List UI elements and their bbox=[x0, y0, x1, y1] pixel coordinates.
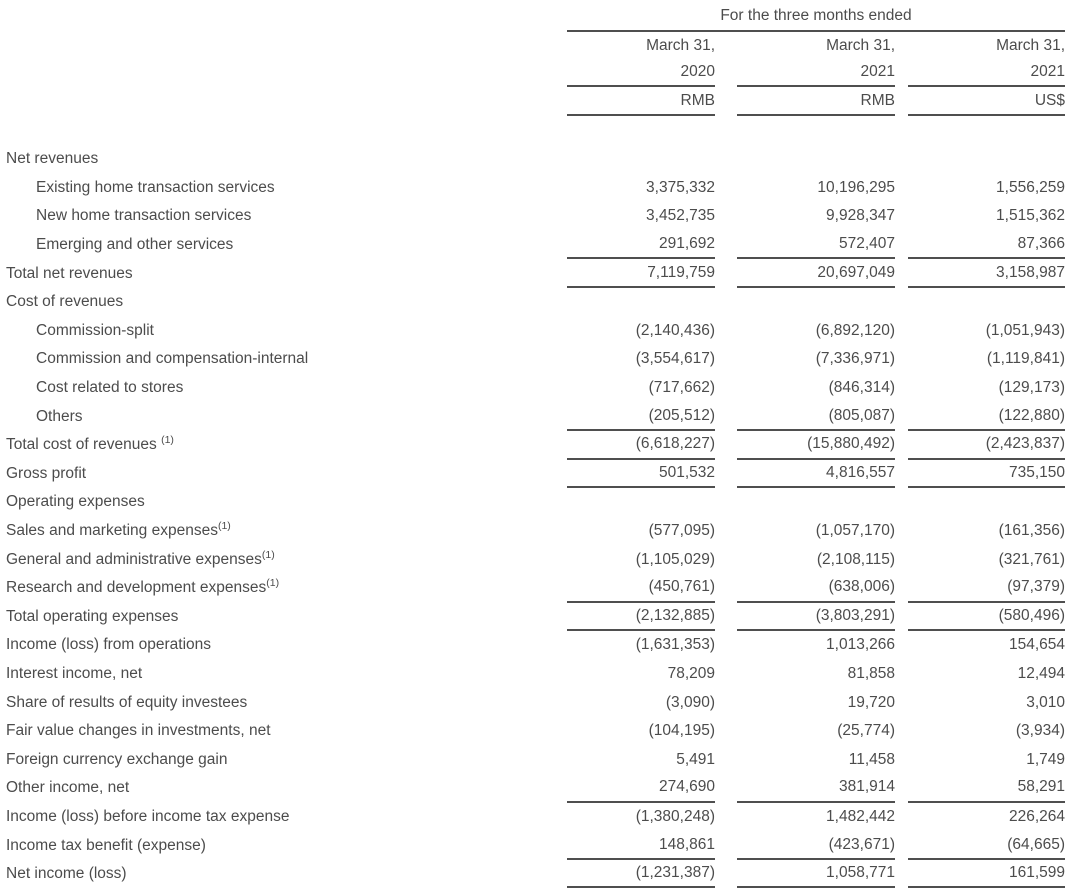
table-header-period-row bbox=[0, 32, 1080, 87]
column-currency-2021-rmb: RMB bbox=[737, 87, 895, 116]
table-header-spanner-row bbox=[0, 2, 1080, 32]
value-2021-usd: (97,379) bbox=[908, 574, 1065, 603]
table-row bbox=[0, 488, 1080, 517]
value-2021-rmb: (638,006) bbox=[737, 574, 895, 603]
value-2021-usd: 154,654 bbox=[1008, 636, 1065, 654]
row-label bbox=[0, 636, 567, 654]
row-label-text: Net income (loss) bbox=[6, 865, 127, 883]
table-row bbox=[0, 660, 1080, 689]
row-label-text: Emerging and other services bbox=[36, 236, 234, 254]
value-2021-usd bbox=[908, 145, 1065, 174]
value-2021-rmb: (3,803,291) bbox=[737, 603, 895, 632]
value-2021-usd: (321,761) bbox=[998, 550, 1065, 568]
table-row bbox=[0, 688, 1080, 717]
row-label bbox=[0, 465, 567, 483]
row-label bbox=[0, 493, 567, 511]
table-row bbox=[0, 574, 1080, 603]
row-label bbox=[0, 694, 567, 712]
row-label bbox=[0, 751, 567, 769]
row-label-text: Income (loss) before income tax expense bbox=[6, 807, 290, 825]
value-2020-rmb bbox=[567, 288, 715, 317]
value-2021-rmb: (2,108,115) bbox=[816, 550, 895, 568]
footnote-ref: (1) bbox=[161, 434, 174, 447]
row-label bbox=[0, 865, 567, 883]
value-2020-rmb: 3,452,735 bbox=[646, 207, 715, 225]
value-2020-rmb: (1,105,029) bbox=[635, 550, 715, 568]
table-row bbox=[0, 831, 1080, 860]
row-label bbox=[0, 548, 567, 569]
column-header-date-line1: March 31, bbox=[996, 36, 1065, 54]
value-2021-usd: 1,556,259 bbox=[996, 178, 1065, 196]
value-2021-rmb: 4,816,557 bbox=[737, 460, 895, 489]
value-2021-rmb: (6,892,120) bbox=[815, 321, 895, 339]
value-2021-usd bbox=[908, 288, 1065, 317]
value-2021-usd: (1,051,943) bbox=[985, 321, 1065, 339]
value-2021-usd bbox=[908, 488, 1065, 517]
value-2021-rmb: (1,057,170) bbox=[815, 522, 895, 540]
row-label-text: Fair value changes in investments, net bbox=[6, 722, 271, 740]
value-2021-usd: (64,665) bbox=[908, 831, 1065, 860]
value-2020-rmb: (205,512) bbox=[567, 402, 715, 431]
value-2020-rmb: 291,692 bbox=[567, 231, 715, 260]
value-2021-usd: 87,366 bbox=[908, 231, 1065, 260]
value-2021-rmb: 11,458 bbox=[848, 750, 895, 768]
row-label bbox=[0, 436, 567, 454]
row-label-text: Sales and marketing expenses bbox=[6, 522, 218, 540]
column-header-march-2021-usd bbox=[908, 32, 1065, 87]
value-2021-rmb bbox=[737, 145, 895, 174]
value-2021-usd: 58,291 bbox=[908, 774, 1065, 803]
column-header-march-2021-rmb bbox=[737, 32, 895, 87]
column-header-date-line1: March 31, bbox=[826, 36, 895, 54]
table-row bbox=[0, 803, 1080, 832]
value-2020-rmb: (450,761) bbox=[567, 574, 715, 603]
table-body bbox=[0, 145, 1080, 888]
value-2020-rmb: (1,231,387) bbox=[567, 860, 715, 889]
value-2021-rmb: (7,336,971) bbox=[815, 350, 895, 368]
value-2020-rmb: (6,618,227) bbox=[567, 431, 715, 460]
value-2020-rmb: (3,090) bbox=[665, 693, 715, 711]
header-body-gap bbox=[0, 116, 1080, 145]
table-row bbox=[0, 431, 1080, 460]
value-2021-usd: (122,880) bbox=[908, 402, 1065, 431]
row-label bbox=[0, 519, 567, 540]
value-2020-rmb bbox=[567, 488, 715, 517]
value-2020-rmb: 3,375,332 bbox=[646, 178, 715, 196]
column-header-date-line1: March 31, bbox=[646, 36, 715, 54]
value-2020-rmb: 148,861 bbox=[567, 831, 715, 860]
table-header-currency-row bbox=[0, 87, 1080, 116]
table-row bbox=[0, 717, 1080, 746]
value-2021-rmb: 1,058,771 bbox=[737, 860, 895, 889]
row-label-text: Cost of revenues bbox=[6, 293, 124, 311]
row-label-text: Total cost of revenues bbox=[6, 436, 162, 454]
row-label-text: Operating expenses bbox=[6, 493, 145, 511]
row-label-text: Total operating expenses bbox=[6, 607, 179, 625]
value-2021-usd: (161,356) bbox=[998, 522, 1065, 540]
row-label bbox=[0, 579, 567, 597]
table-row bbox=[0, 288, 1080, 317]
row-label-text: Commission and compensation-internal bbox=[36, 350, 309, 368]
value-2021-usd: 1,749 bbox=[1026, 750, 1065, 768]
row-label-text: Net revenues bbox=[6, 150, 99, 168]
row-label bbox=[0, 207, 567, 225]
row-label-text: Others bbox=[36, 407, 83, 425]
value-2021-usd: 161,599 bbox=[908, 860, 1065, 889]
row-label bbox=[0, 408, 567, 426]
table-row bbox=[0, 402, 1080, 431]
table-row bbox=[0, 174, 1080, 203]
row-label-text: Interest income, net bbox=[6, 664, 143, 682]
value-2020-rmb: (717,662) bbox=[648, 379, 715, 397]
value-2020-rmb: 274,690 bbox=[567, 774, 715, 803]
value-2020-rmb bbox=[567, 145, 715, 174]
value-2021-rmb: 9,928,347 bbox=[826, 207, 895, 225]
row-label bbox=[0, 379, 567, 397]
value-2021-usd: (2,423,837) bbox=[908, 431, 1065, 460]
row-label bbox=[0, 608, 567, 626]
row-label-text: Commission-split bbox=[36, 321, 154, 339]
row-label-text: Total net revenues bbox=[6, 264, 133, 282]
value-2021-usd: 1,515,362 bbox=[996, 207, 1065, 225]
row-label-text: Research and development expenses bbox=[6, 579, 267, 597]
value-2020-rmb: (3,554,617) bbox=[635, 350, 715, 368]
row-label bbox=[0, 150, 567, 168]
value-2020-rmb: (2,132,885) bbox=[567, 603, 715, 632]
value-2020-rmb: (577,095) bbox=[648, 522, 715, 540]
row-label-text: Gross profit bbox=[6, 464, 87, 482]
table-row bbox=[0, 517, 1080, 546]
table-row bbox=[0, 145, 1080, 174]
table-row bbox=[0, 231, 1080, 260]
value-2021-rmb: (423,671) bbox=[737, 831, 895, 860]
table-row bbox=[0, 317, 1080, 346]
value-2021-usd: (580,496) bbox=[908, 603, 1065, 632]
column-currency-2021-usd: US$ bbox=[908, 87, 1065, 116]
value-2021-rmb: 81,858 bbox=[847, 664, 895, 682]
value-2020-rmb: (1,380,248) bbox=[635, 807, 715, 825]
value-2021-rmb: 20,697,049 bbox=[737, 259, 895, 288]
value-2021-usd: (129,173) bbox=[998, 379, 1065, 397]
row-label-text: Foreign currency exchange gain bbox=[6, 750, 228, 768]
value-2021-rmb: 572,407 bbox=[737, 231, 895, 260]
value-2021-rmb: 10,196,295 bbox=[817, 178, 895, 196]
footnote-ref: (1) bbox=[266, 577, 280, 590]
row-label bbox=[0, 265, 567, 283]
value-2021-usd: (1,119,841) bbox=[986, 350, 1065, 368]
row-label-text: Income (loss) from operations bbox=[6, 636, 212, 654]
row-label bbox=[0, 322, 567, 340]
row-label-text: Share of results of equity investees bbox=[6, 693, 248, 711]
row-label-text: Income tax benefit (expense) bbox=[6, 836, 206, 854]
table-row bbox=[0, 745, 1080, 774]
value-2021-rmb bbox=[737, 488, 895, 517]
row-label bbox=[0, 665, 567, 683]
table-row bbox=[0, 259, 1080, 288]
value-2020-rmb: (2,140,436) bbox=[635, 321, 715, 339]
table-row bbox=[0, 460, 1080, 489]
value-2021-rmb bbox=[737, 288, 895, 317]
header-spanner-label: For the three months ended bbox=[567, 2, 1065, 32]
value-2021-rmb: (25,774) bbox=[837, 722, 895, 740]
table-row bbox=[0, 774, 1080, 803]
value-2020-rmb: 5,491 bbox=[676, 750, 715, 768]
value-2021-rmb: (846,314) bbox=[828, 379, 895, 397]
row-label bbox=[0, 350, 567, 368]
value-2021-rmb: 1,482,442 bbox=[826, 807, 895, 825]
row-label bbox=[0, 779, 567, 797]
value-2021-rmb: (15,880,492) bbox=[737, 431, 895, 460]
footnote-ref: (1) bbox=[217, 519, 231, 532]
column-header-date-line2: 2021 bbox=[860, 62, 895, 80]
column-header-date-line2: 2021 bbox=[1030, 62, 1065, 80]
row-label-text: Existing home transaction services bbox=[36, 178, 275, 196]
value-2020-rmb: 501,532 bbox=[567, 460, 715, 489]
table-row bbox=[0, 545, 1080, 574]
value-2021-usd: 12,494 bbox=[1017, 664, 1065, 682]
row-label-text: New home transaction services bbox=[36, 207, 252, 225]
value-2020-rmb: (1,631,353) bbox=[635, 636, 715, 654]
column-header-date-line2: 2020 bbox=[680, 62, 715, 80]
row-label bbox=[0, 293, 567, 311]
value-2021-rmb: (805,087) bbox=[737, 402, 895, 431]
table-row bbox=[0, 202, 1080, 231]
value-2021-rmb: 381,914 bbox=[737, 774, 895, 803]
row-label bbox=[0, 808, 567, 826]
footnote-ref: (1) bbox=[261, 548, 275, 561]
table-row bbox=[0, 603, 1080, 632]
value-2021-rmb: 19,720 bbox=[847, 693, 895, 711]
value-2021-usd: (3,934) bbox=[1015, 722, 1065, 740]
row-label-text: Cost related to stores bbox=[36, 379, 184, 397]
value-2021-usd: 735,150 bbox=[908, 460, 1065, 489]
table-row bbox=[0, 345, 1080, 374]
value-2020-rmb: 78,209 bbox=[667, 664, 715, 682]
table-row bbox=[0, 374, 1080, 403]
row-label bbox=[0, 179, 567, 197]
column-currency-2020-rmb: RMB bbox=[567, 87, 715, 116]
column-header-march-2020 bbox=[567, 32, 715, 87]
row-label bbox=[0, 236, 567, 254]
row-label bbox=[0, 837, 567, 855]
row-label bbox=[0, 722, 567, 740]
value-2021-usd: 226,264 bbox=[1008, 807, 1065, 825]
row-label-text: General and administrative expenses bbox=[6, 550, 262, 568]
row-label-text: Other income, net bbox=[6, 779, 130, 797]
value-2021-usd: 3,158,987 bbox=[908, 259, 1065, 288]
value-2021-rmb: 1,013,266 bbox=[826, 636, 895, 654]
table-row bbox=[0, 860, 1080, 889]
table-row bbox=[0, 631, 1080, 660]
value-2020-rmb: 7,119,759 bbox=[567, 259, 715, 288]
value-2021-usd: 3,010 bbox=[1026, 693, 1065, 711]
value-2020-rmb: (104,195) bbox=[648, 722, 715, 740]
